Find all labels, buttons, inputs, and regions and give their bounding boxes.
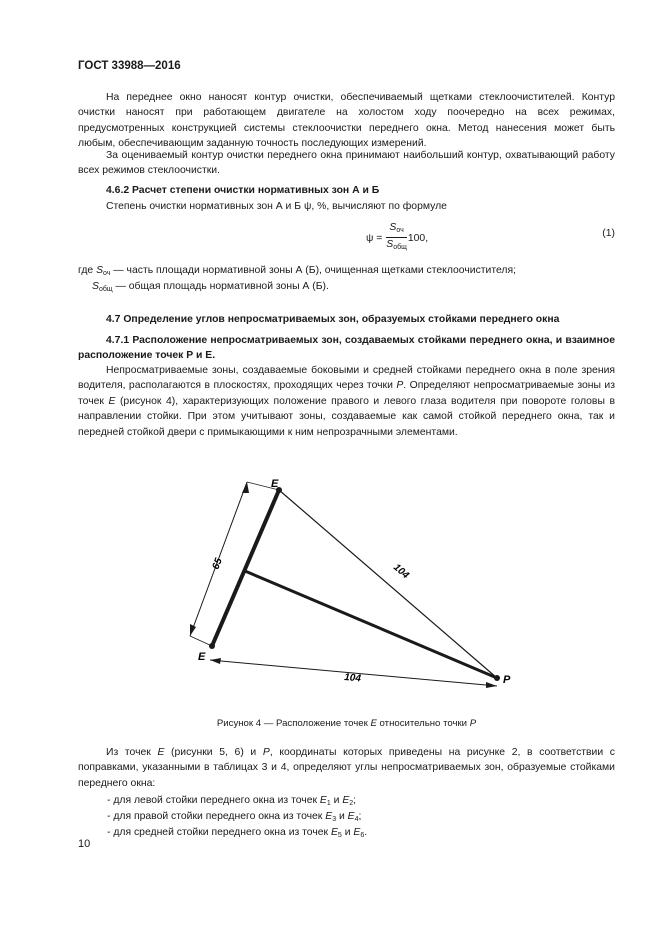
paragraph-text-c: (рисунок 4), характеризующих положение правого и левого глаза водителя при повороте головы в направлении стойки. При этом учитывают зоны, создаваемые как самой стойкой переднего окна, так и передней стойкой двери с примыкающими к ним непрозрачными элементами. (78, 395, 615, 438)
label-e-bottom: E (198, 651, 206, 663)
extension-line (190, 636, 212, 646)
paragraph-angles (78, 745, 615, 791)
arrowhead (486, 682, 497, 688)
definition-text: — часть площади нормативной зоны А (Б), очищенная щетками стеклоочистителя; (113, 265, 516, 276)
arrowhead (242, 482, 249, 493)
point-p-label: P (396, 380, 404, 392)
list-item-text: - для правой стойки переднего окна из точек (107, 811, 326, 822)
list-item-index: 4 (354, 816, 359, 823)
definition-symbol: S (92, 281, 99, 292)
caption-text-a: Рисунок 4 — Расположение точек (216, 718, 371, 729)
arrowhead (210, 658, 221, 664)
list-item-text: - для средней стойки переднего окна из точек (107, 827, 331, 838)
definition-text: — общая площадь нормативной зоны А (Б). (115, 281, 329, 292)
label-e-top: E (271, 478, 279, 490)
list-item-and: и (330, 795, 343, 806)
definition-subscript: оч (103, 270, 111, 277)
list-item-index: 3 (332, 816, 337, 823)
list-item-index: 2 (349, 800, 354, 807)
document-header: ГОСТ 33988—2016 (78, 60, 181, 72)
list-item-index: 1 (326, 800, 331, 807)
definition-symbol: S (96, 265, 103, 276)
list-item-index: 5 (337, 832, 342, 839)
page-number: 10 (78, 838, 91, 850)
caption-text-b: относительно точки (376, 718, 470, 729)
dimension-label-104-diagonal: 104 (391, 561, 411, 582)
paragraph-formula-intro: Степень очистки нормативных зон А и Б ψ, %, вычисляют по формуле (106, 201, 447, 212)
point-e-label: E (108, 395, 116, 407)
figure-caption (78, 718, 615, 729)
list-item-index: 6 (360, 832, 365, 839)
formula-numerator-symbol: S (389, 222, 397, 233)
list-item-symbol: E (342, 795, 350, 806)
paragraph-contour: На переднее окно наносят контур очистки, обеспечиваемый щетками стеклоочистителей. Контур очистки наносят при работающем двигателе на холостом ходу поочередно на всех режимах, предусмотренных конструкцией системы стеклоочистки переднего окна. Метод нанесения может быть любым, обеспечивающим заданную точность последующих измерений. (78, 92, 615, 150)
paragraph-text-b: (рисунки 5, 6) и (164, 747, 263, 758)
formula-denominator-symbol: S (386, 239, 394, 250)
arrowhead (190, 624, 196, 636)
caption-p: P (469, 718, 477, 729)
caption-e: E (370, 718, 377, 729)
segment-e-top-to-p (279, 490, 497, 678)
point-p (494, 675, 500, 681)
paragraph-text-c: , координаты которых приведены на рисунке 2, в соответствии с поправками, указанными в таблицах 3 и 4, определяют углы непросматриваемых зон, образуемые стойками переднего окна: (78, 747, 616, 789)
paragraph-evaluated-contour: За оцениваемый контур очистки переднего окна принимают наибольший контур, охватывающий работу всех режимов стеклоочистки. (78, 150, 615, 177)
paragraph-text-b: . Определяют непросматриваемые зоны из точек (78, 380, 615, 407)
list-item-symbol: E (319, 795, 327, 806)
section-heading-4-7: 4.7 Определение углов непросматриваемых зон, образуемых стойками переднего окна (106, 314, 560, 325)
paragraph-text-a: Из точек (106, 747, 158, 758)
list-item-and: и (336, 811, 348, 822)
list-item-symbol: E (353, 827, 361, 838)
list-item-text: - для левой стойки переднего окна из точек (107, 795, 320, 806)
formula-numerator-subscript: оч (396, 227, 404, 234)
list-item-end: . (364, 827, 368, 838)
equation-number: (1) (602, 228, 615, 239)
paragraph-text-a: Непросматриваемые зоны, создаваемые боковыми и средней стойками переднего окна в поле зрения водителя, располагаются в плоскостях, проходящих через точки (78, 365, 615, 392)
point-e-label: E (157, 747, 165, 758)
definition-prefix: где (78, 265, 94, 276)
section-heading-4-7-1: 4.7.1 Расположение непросматриваемых зон, создаваемых стойками переднего окна, и взаимное расположение точек Р и Е. (78, 335, 615, 362)
section-heading-4-6-2: 4.6.2 Расчет степени очистки нормативных зон А и Б (106, 185, 380, 196)
list-item-middle-pillar (107, 825, 367, 843)
dimension-label-65: 65 (210, 556, 225, 572)
point-e-bottom (209, 643, 215, 649)
list-item-symbol: E (347, 811, 355, 822)
list-item-symbol: E (330, 827, 338, 838)
formula-denominator-subscript: общ (393, 244, 407, 251)
segment-e-e (212, 490, 279, 646)
dimension-label-104-bottom: 104 (343, 672, 362, 685)
point-p-label: P (262, 747, 270, 758)
list-item-symbol: E (325, 811, 333, 822)
list-item-end: ; (358, 811, 362, 822)
label-p: P (503, 674, 511, 686)
formula-lhs: ψ = (366, 232, 383, 244)
list-item-end: ; (353, 795, 357, 806)
formula-tail: 100, (407, 232, 429, 244)
definition-subscript: общ (98, 286, 113, 293)
segment-mid-to-p (245, 571, 497, 678)
list-item-and: и (341, 827, 354, 838)
